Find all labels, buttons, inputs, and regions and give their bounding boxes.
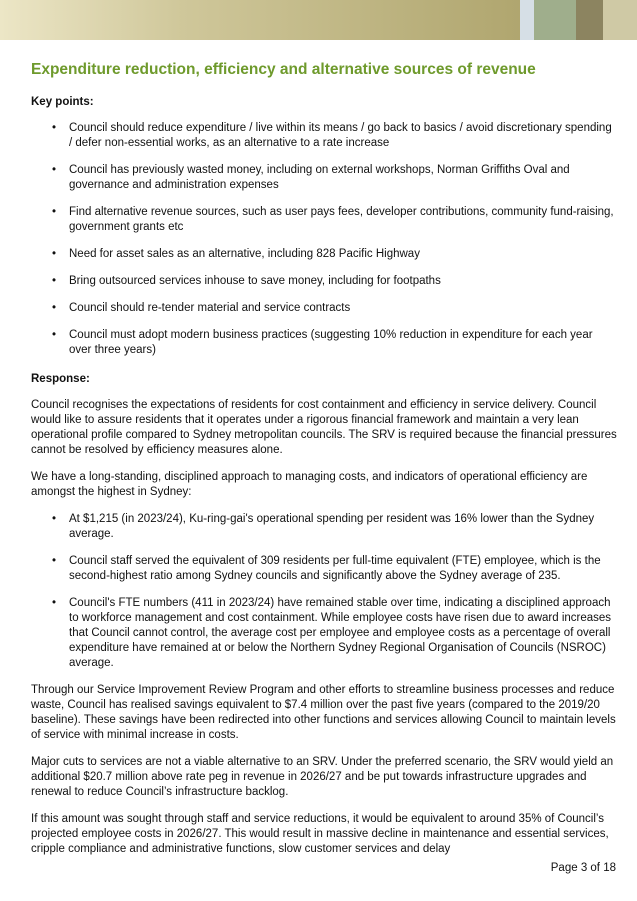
bullet: • (52, 329, 57, 341)
key-point-item (31, 247, 617, 262)
bullet: • (52, 302, 57, 314)
key-point-item (31, 163, 617, 193)
efficiency-text: At $1,215 (in 2023/24), Ku-ring-gai's operational spending per resident was 16% lower than the Sydney average. (69, 513, 595, 540)
key-point-item (31, 274, 617, 289)
key-point-text: Council must adopt modern business practices (suggesting 10% reduction in expenditure for each year over three years) (69, 329, 593, 356)
bullet: • (52, 206, 57, 218)
key-point-text: Council should re-tender material and service contracts (69, 302, 351, 314)
key-point-item (31, 328, 617, 358)
efficiency-item (31, 554, 617, 584)
response-paragraph: Council recognises the expectations of residents for cost containment and efficiency in service delivery. Council would like to assure residents that it operates under a rigorous financial framework and maintain a very lean operational profile compared to Sydney metropolitan councils. The SRV is required because the financial pressures cannot be resolved by efficiency measures alone. (31, 399, 617, 456)
header-band-block (534, 0, 576, 40)
key-point-item (31, 205, 617, 235)
header-band-block (576, 0, 603, 40)
page-number: Page 3 of 18 (550, 862, 616, 874)
response-paragraph: Through our Service Improvement Review Program and other efforts to streamline business processes and reduce waste, Council has realised savings equivalent to $7.4 million over the past five years (compared to the 2019/20 baseline). These savings have been redirected into other functions and services allowing Council to maintain levels of service with minimal increase in costs. (31, 684, 616, 741)
key-points-heading: Key points: (31, 96, 94, 108)
key-points-list (31, 121, 617, 358)
key-point-text: Bring outsourced services inhouse to save money, including for footpaths (69, 275, 441, 287)
efficiency-item (31, 512, 617, 542)
key-point-text: Council should reduce expenditure / live within its means / go back to basics / avoid discretionary spending / defer non-essential works, as an alternative to a rate increase (69, 122, 612, 149)
key-point-item (31, 301, 617, 316)
bullet: • (52, 597, 57, 609)
document-body (31, 60, 617, 869)
key-point-text: Need for asset sales as an alternative, including 828 Pacific Highway (69, 248, 420, 260)
bullet: • (52, 248, 57, 260)
efficiency-item (31, 596, 617, 671)
efficiency-list (31, 512, 617, 671)
header-band-block (603, 0, 637, 40)
header-band-gradient (0, 0, 520, 40)
key-point-text: Council has previously wasted money, including on external workshops, Norman Griffiths Oval and governance and administration expenses (69, 164, 570, 191)
response-heading: Response: (31, 373, 90, 385)
key-point-text: Find alternative revenue sources, such as user pays fees, developer contributions, community fund-raising, government grants etc (69, 206, 614, 233)
efficiency-text: Council's FTE numbers (411 in 2023/24) have remained stable over time, indicating a disciplined approach to workforce management and cost containment. While employee costs have risen due to award increases that Council cannot control, the average cost per employee and employee costs as a percentage of overall expenditure have remained at or below the Northern Sydney Regional Organisation of Councils (NSROC) average. (69, 597, 612, 669)
bullet: • (52, 513, 57, 525)
header-band (0, 0, 637, 40)
header-band-block (520, 0, 534, 40)
response-paragraph: Major cuts to services are not a viable alternative to an SRV. Under the preferred scenario, the SRV would yield an additional $20.7 million above rate peg in revenue in 2026/27 and be put towards infrastructure upgrades and renewal to reduce Council’s infrastructure backlog. (31, 756, 614, 798)
bullet: • (52, 164, 57, 176)
key-point-item (31, 121, 617, 151)
bullet: • (52, 122, 57, 134)
section-title: Expenditure reduction, efficiency and alternative sources of revenue (31, 61, 536, 78)
efficiency-text: Council staff served the equivalent of 309 residents per full-time equivalent (FTE) employee, which is the second-highest ratio among Sydney councils and significantly above the Sydney average of 235. (69, 555, 601, 582)
bullet: • (52, 275, 57, 287)
response-paragraph: We have a long-standing, disciplined approach to managing costs, and indicators of operational efficiency are amongst the highest in Sydney: (31, 471, 588, 498)
response-paragraph: If this amount was sought through staff and service reductions, it would be equivalent to around 35% of Council’s projected employee costs in 2026/27. This would result in massive decline in maintenance and essential services, cripple compliance and administrative functions, slow customer services and delay (31, 813, 609, 855)
bullet: • (52, 555, 57, 567)
